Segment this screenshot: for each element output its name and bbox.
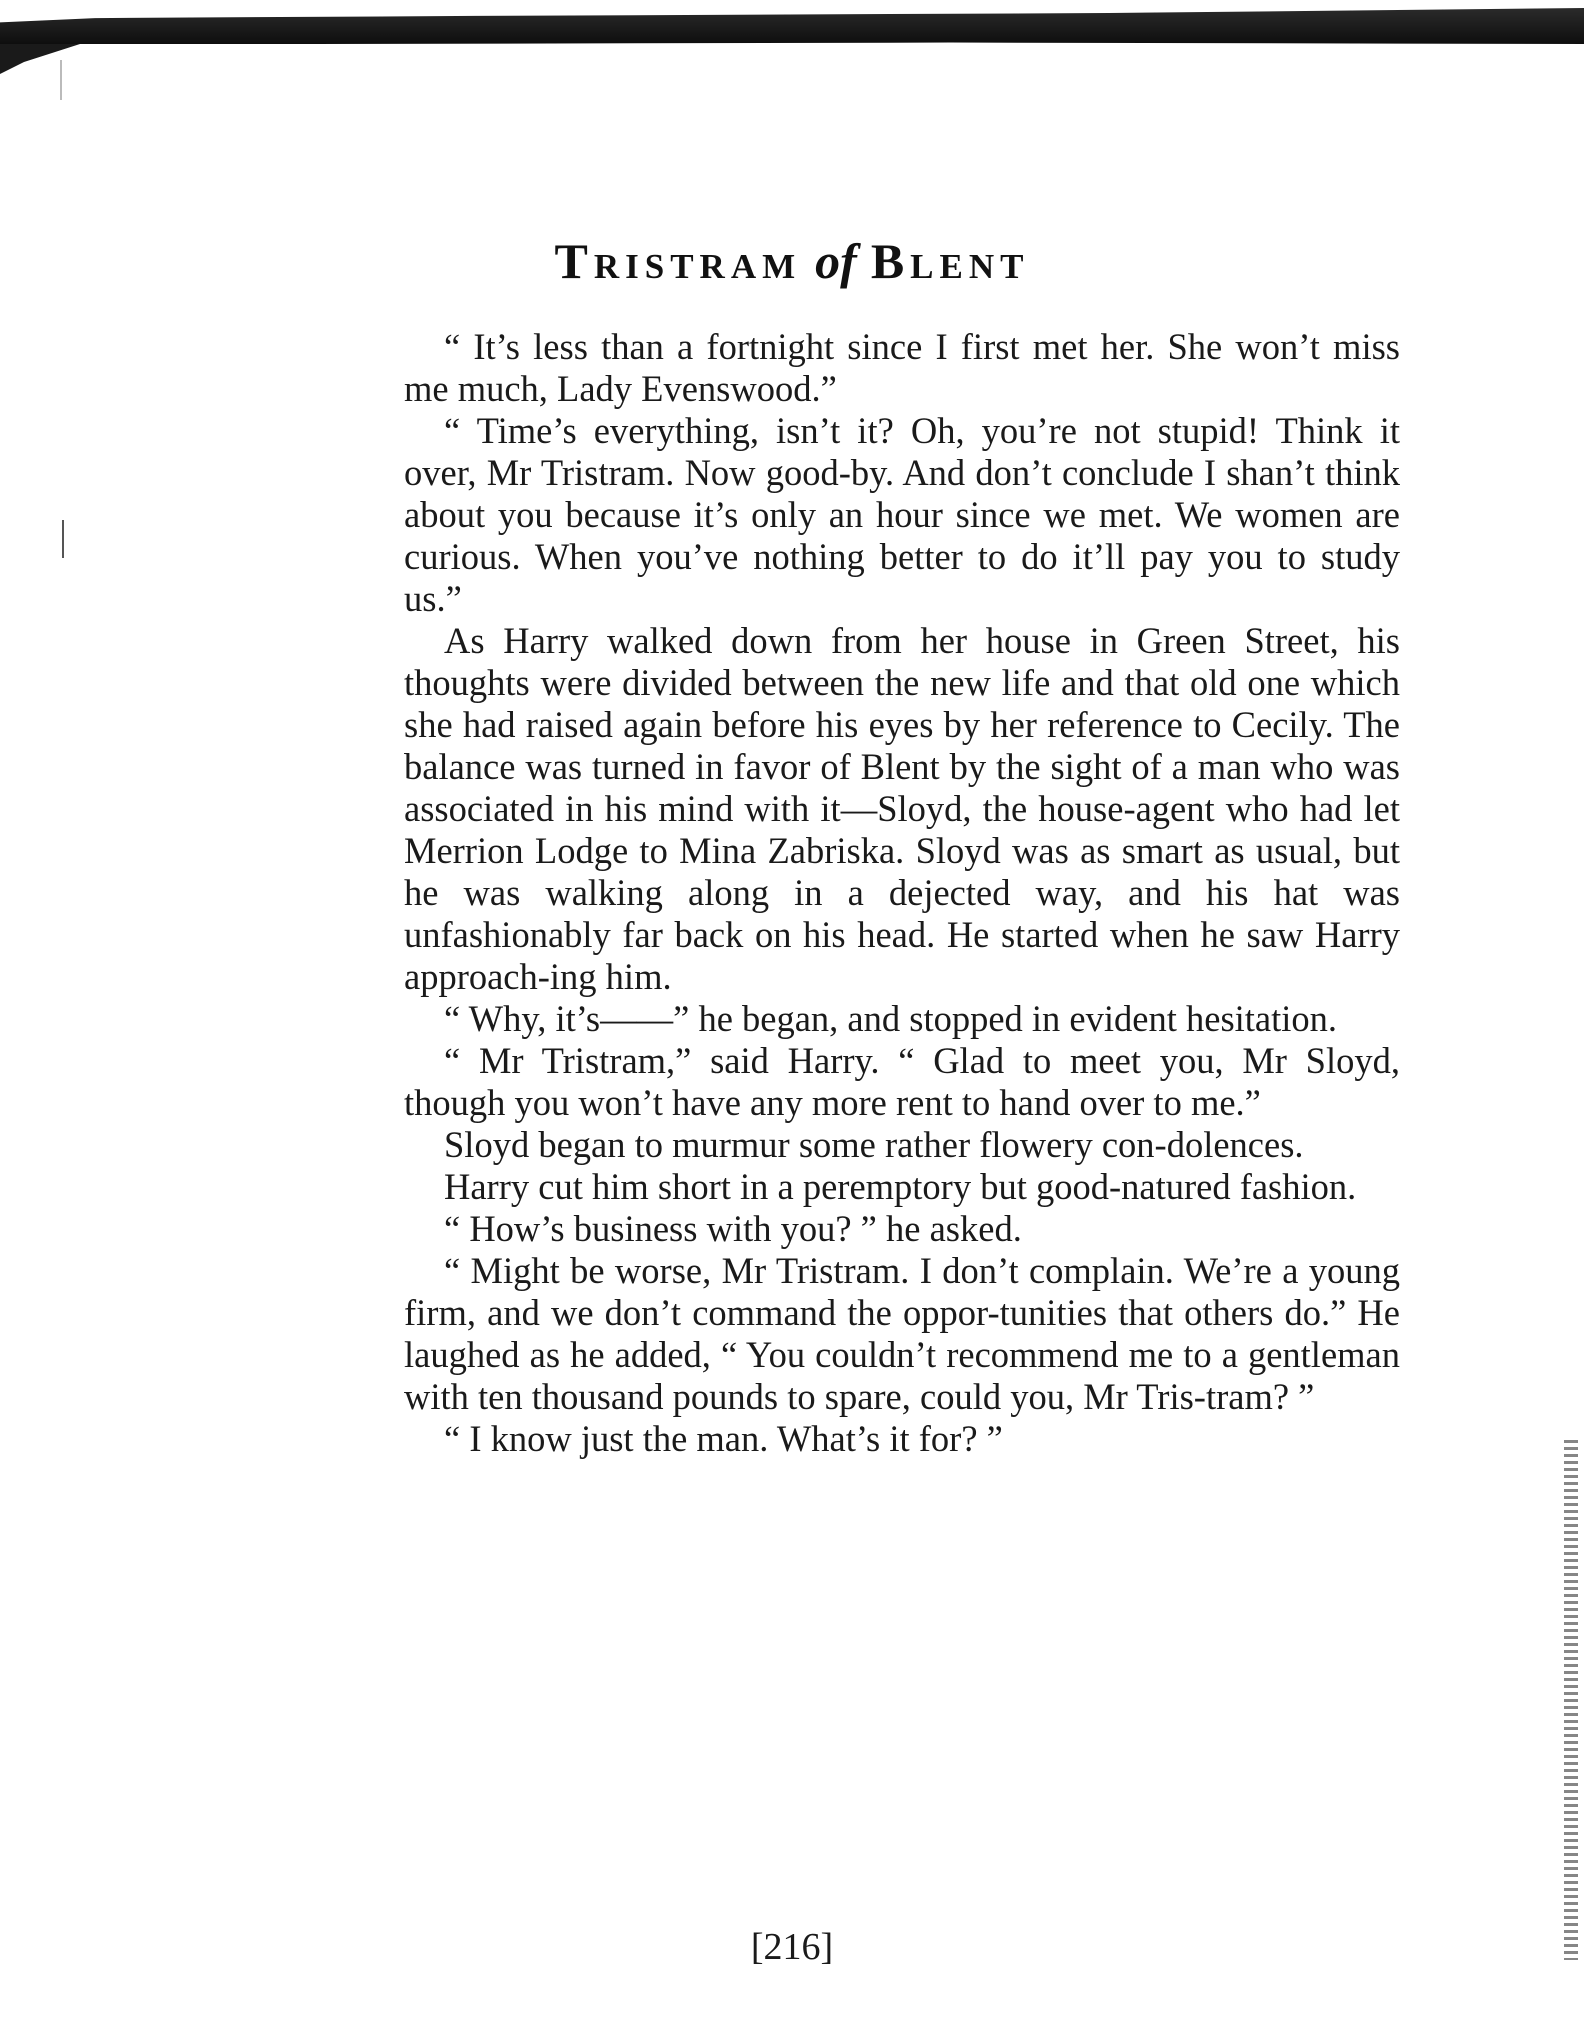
scan-top-band [0,8,1584,44]
paragraph: “ Time’s everything, isn’t it? Oh, you’re not stupid! Think it over, Mr Tristram. Now good-by. And don’t conclude I shan’t think about you because it’s only an hour since we met. We women are curious. When you’ve nothing better to do it’ll pay you to study us.” [404,410,1400,619]
paragraph: As Harry walked down from her house in Green Street, his thoughts were divided between the new life and that old one which she had raised again before his eyes by her reference to Cecily. The balance was turned in favor of Blent by the sight of a man who was associated in his mind with it—Sloyd, the house-agent who had let Merrion Lodge to Mina Zabriska. Sloyd was as smart as usual, but he was walking along in a dejected way, and his hat was unfashionably far back on his head. He started when he saw Harry approach-ing him. [404,620,1400,997]
paragraph: “ Mr Tristram,” said Harry. “ Glad to meet you, Mr Sloyd, though you won’t have any more rent to hand over to me.” [404,1040,1400,1123]
paragraph: “ How’s business with you? ” he asked. [444,1208,1022,1249]
scan-mark [60,60,62,100]
running-head-title-left: Tristram [554,233,802,289]
paragraph: “ Might be worse, Mr Tristram. I don’t complain. We’re a young firm, and we don’t command the oppor-tunities that others do.” He laughed as he added, “ You couldn’t recommend me to a gentleman with ten thousand pounds to spare, could you, Mr Tris-tram? ” [404,1250,1400,1417]
body-text [404,326,1400,1460]
page-number: [216] [750,1926,834,1968]
running-head-title-right: Blent [870,233,1030,289]
running-head [0,232,1584,290]
scan-edge-noise [1564,1440,1578,1960]
paragraph: Harry cut him short in a peremptory but good-natured fashion. [444,1166,1357,1207]
scan-top-band-edge [0,44,80,74]
running-head-of: of [815,233,857,289]
scan-mark [62,520,64,558]
paragraph: “ Why, it’s——” he began, and stopped in evident hesitation. [444,998,1338,1039]
paragraph: “ I know just the man. What’s it for? ” [444,1418,1003,1459]
paragraph: “ It’s less than a fortnight since I first met her. She won’t miss me much, Lady Evenswood.” [404,326,1400,409]
paragraph: Sloyd began to murmur some rather flowery con-dolences. [444,1124,1304,1165]
